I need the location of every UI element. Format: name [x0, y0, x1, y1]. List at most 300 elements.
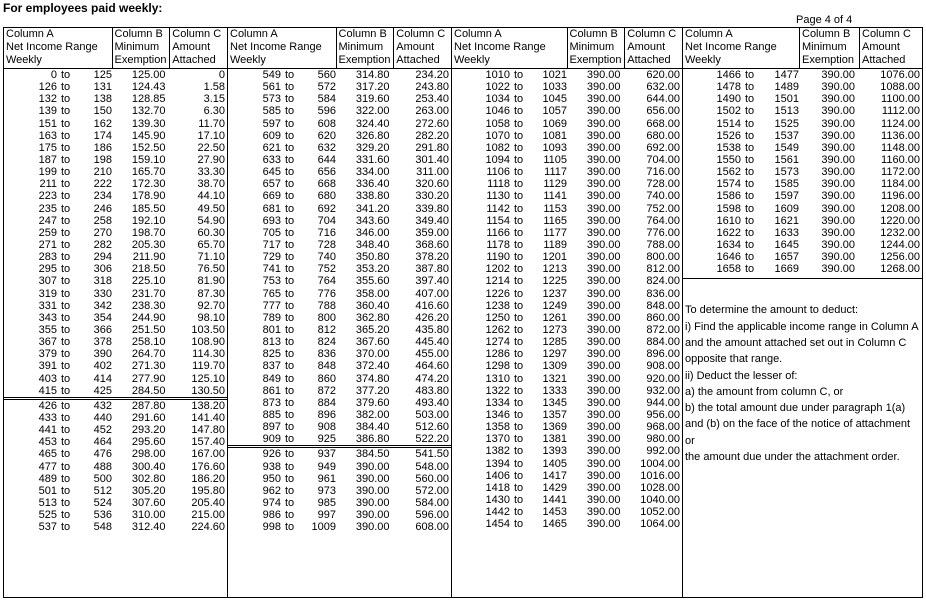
minimum-exemption-cell: 390.00	[586, 263, 621, 276]
range-to: 1381	[542, 433, 567, 446]
range-separator: to	[61, 117, 71, 130]
range-cell	[4, 251, 112, 263]
range-to: 1477	[774, 69, 799, 81]
minimum-exemption-cell: 390.00	[586, 117, 621, 130]
range-to: 246	[93, 202, 112, 215]
table-row	[228, 288, 451, 300]
range-cell	[228, 166, 336, 178]
range-separator: to	[745, 105, 755, 118]
amount-attached-cell: 108.90	[191, 336, 225, 349]
range-cell	[452, 251, 567, 263]
minimum-exemption-cell: 390.00	[586, 457, 621, 470]
amount-attached-cell: 54.90	[197, 214, 225, 227]
table-row	[452, 93, 682, 105]
table-row	[4, 348, 227, 360]
range-to: 512	[93, 484, 112, 497]
range-cell	[452, 227, 567, 239]
range-separator: to	[285, 69, 295, 81]
minimum-exemption-cell: 390.00	[586, 178, 621, 191]
amount-attached-cell: 359.00	[415, 226, 449, 239]
range-to: 764	[317, 275, 336, 288]
range-to: 1081	[542, 129, 567, 142]
range-from: 1502	[716, 105, 741, 118]
range-to: 692	[317, 202, 336, 215]
minimum-exemption-cell: 251.50	[131, 323, 166, 336]
range-from: 367	[38, 336, 57, 349]
range-to: 1441	[542, 493, 567, 506]
range-separator: to	[285, 299, 295, 312]
minimum-exemption-cell: 390.00	[586, 81, 621, 94]
minimum-exemption-cell: 124.43	[131, 81, 166, 94]
table-row	[4, 81, 227, 93]
amount-attached-cell: 176.60	[191, 460, 225, 473]
table-row	[452, 421, 682, 433]
amount-attached-cell: 944.00	[646, 396, 680, 409]
range-from: 549	[262, 69, 281, 81]
table-row	[452, 409, 682, 421]
range-from: 187	[38, 153, 57, 166]
range-from: 801	[262, 323, 281, 336]
range-to: 812	[317, 323, 336, 336]
minimum-exemption-cell: 390.00	[586, 251, 621, 264]
range-separator: to	[61, 141, 71, 154]
range-cell	[228, 288, 336, 300]
amount-attached-cell: 445.40	[415, 336, 449, 349]
minimum-exemption-cell: 390.00	[586, 129, 621, 142]
range-from: 1082	[485, 141, 510, 154]
range-cell	[683, 105, 799, 117]
table-row	[4, 203, 227, 215]
amount-attached-cell: 1172.00	[881, 166, 920, 179]
range-cell	[4, 497, 112, 509]
range-cell	[4, 336, 112, 348]
table-row	[683, 215, 922, 227]
range-separator: to	[285, 141, 295, 154]
instruction-line: i) Find the applicable income range in Column A	[685, 320, 919, 333]
range-to: 925	[317, 433, 336, 446]
header-line: Weekly	[454, 54, 490, 66]
minimum-exemption-cell: 390.00	[586, 445, 621, 458]
amount-attached-cell: 980.00	[646, 433, 680, 446]
table-row	[4, 497, 227, 509]
range-from: 1370	[485, 433, 510, 446]
column-c-header	[859, 28, 922, 68]
table-row	[452, 178, 682, 190]
range-from: 433	[38, 411, 57, 424]
range-to: 536	[93, 509, 112, 522]
range-separator: to	[285, 105, 295, 118]
range-from: 1586	[716, 190, 741, 203]
amount-attached-cell: 512.60	[415, 421, 449, 434]
table-row	[228, 521, 451, 533]
header-line: Amount	[172, 41, 211, 53]
range-from: 938	[262, 460, 281, 473]
range-to: 704	[317, 214, 336, 227]
range-cell	[452, 105, 567, 117]
table-row	[4, 461, 227, 473]
table-row	[4, 166, 227, 178]
table-row	[683, 190, 922, 202]
amount-attached-cell: 812.00	[646, 263, 680, 276]
range-from: 597	[262, 117, 281, 130]
range-cell	[452, 239, 567, 251]
minimum-exemption-cell: 372.40	[355, 360, 390, 373]
minimum-exemption-cell: 367.60	[355, 336, 390, 349]
range-from: 609	[262, 129, 281, 142]
minimum-exemption-cell: 125.00	[131, 69, 166, 81]
range-separator: to	[61, 484, 71, 497]
range-to: 500	[93, 472, 112, 485]
table-row	[4, 485, 227, 497]
table-panel-4	[683, 28, 922, 597]
table-row	[228, 130, 451, 142]
minimum-exemption-cell: 379.60	[355, 396, 390, 409]
range-separator: to	[514, 372, 524, 385]
table-row	[452, 494, 682, 506]
range-cell	[4, 436, 112, 448]
range-cell	[228, 397, 336, 409]
range-to: 1537	[774, 129, 799, 142]
range-separator: to	[61, 251, 71, 264]
range-from: 1142	[486, 202, 510, 215]
range-from: 1526	[716, 129, 741, 142]
range-separator: to	[61, 384, 71, 397]
table-row	[228, 473, 451, 485]
minimum-exemption-cell: 390.00	[821, 69, 855, 81]
range-from: 741	[262, 263, 281, 276]
range-separator: to	[285, 396, 295, 409]
minimum-exemption-cell: 128.85	[131, 93, 166, 106]
range-from: 1430	[485, 493, 510, 506]
range-from: 1058	[485, 117, 510, 130]
range-to: 210	[93, 166, 112, 179]
amount-attached-cell: 596.00	[415, 509, 449, 522]
range-cell	[228, 93, 336, 105]
amount-attached-cell: 522.20	[415, 433, 449, 446]
table-row	[4, 93, 227, 105]
table-row	[683, 227, 922, 239]
range-to: 1501	[774, 93, 799, 106]
column-header-row	[4, 28, 227, 69]
amount-attached-cell: 1112.00	[881, 105, 920, 118]
range-to: 1201	[542, 251, 567, 264]
range-cell	[228, 227, 336, 239]
range-to: 1645	[774, 238, 799, 251]
amount-attached-cell: 884.00	[646, 336, 680, 349]
range-separator: to	[61, 348, 71, 361]
range-separator: to	[514, 433, 524, 446]
minimum-exemption-cell: 277.90	[131, 372, 166, 385]
table-row	[228, 142, 451, 154]
range-from: 825	[262, 348, 281, 361]
range-separator: to	[285, 202, 295, 215]
table-row	[228, 190, 451, 202]
range-from: 1034	[485, 93, 510, 106]
amount-attached-cell: 1196.00	[881, 190, 920, 203]
range-from: 426	[38, 399, 57, 412]
range-from: 223	[38, 190, 57, 203]
range-cell	[228, 324, 336, 336]
range-cell	[452, 433, 567, 445]
table-row	[4, 400, 227, 412]
range-cell	[452, 275, 567, 287]
amount-attached-cell: 416.60	[415, 299, 449, 312]
minimum-exemption-cell: 293.20	[131, 424, 166, 437]
amount-attached-cell: 368.60	[415, 238, 449, 251]
range-to: 1417	[542, 469, 567, 482]
minimum-exemption-cell: 353.20	[355, 263, 390, 276]
table-row	[228, 239, 451, 251]
amount-attached-cell: 65.70	[197, 238, 225, 251]
range-separator: to	[61, 399, 71, 412]
range-to: 1513	[774, 105, 799, 118]
minimum-exemption-cell: 145.90	[131, 129, 166, 142]
range-cell	[683, 130, 799, 142]
range-separator: to	[514, 178, 524, 191]
amount-attached-cell: 1220.00	[880, 214, 920, 227]
table-row	[4, 227, 227, 239]
amount-attached-cell: 728.00	[646, 178, 680, 191]
range-separator: to	[514, 251, 524, 264]
minimum-exemption-cell: 390.00	[586, 408, 621, 421]
amount-attached-cell: 1004.00	[640, 457, 680, 470]
range-separator: to	[61, 166, 71, 179]
table-row	[4, 118, 227, 130]
table-row	[228, 485, 451, 497]
table-row	[452, 263, 682, 275]
amount-attached-cell: 584.00	[415, 496, 449, 509]
range-from: 211	[39, 178, 57, 191]
amount-attached-cell: 92.70	[197, 299, 225, 312]
amount-attached-cell: 920.00	[646, 372, 680, 385]
minimum-exemption-cell: 343.60	[355, 214, 390, 227]
range-to: 432	[93, 399, 112, 412]
range-from: 573	[262, 93, 281, 106]
range-to: 1357	[542, 408, 567, 421]
table-row	[452, 360, 682, 372]
table-row	[228, 178, 451, 190]
range-cell	[228, 409, 336, 421]
range-cell	[683, 142, 799, 154]
range-separator: to	[61, 93, 71, 106]
amount-attached-cell: 1028.00	[640, 481, 680, 494]
minimum-exemption-cell: 172.30	[131, 178, 166, 191]
amount-attached-cell: 6.30	[203, 105, 225, 118]
amount-attached-cell: 1088.00	[880, 81, 920, 94]
range-to: 1105	[543, 153, 567, 166]
range-from: 1118	[487, 178, 510, 191]
range-to: 572	[317, 81, 336, 94]
range-separator: to	[514, 493, 524, 506]
minimum-exemption-cell: 382.00	[355, 408, 390, 421]
range-from: 319	[38, 287, 57, 300]
amount-attached-cell: 992.00	[646, 445, 680, 458]
amount-attached-cell: 119.70	[192, 360, 225, 373]
range-cell	[228, 360, 336, 372]
table-row	[4, 288, 227, 300]
range-from: 307	[38, 275, 57, 288]
header-line: Attached	[396, 54, 440, 66]
table-row	[452, 118, 682, 130]
range-to: 1609	[774, 202, 799, 215]
table-row	[452, 81, 682, 93]
range-cell	[683, 251, 799, 263]
range-separator: to	[745, 238, 755, 251]
range-separator: to	[514, 226, 524, 239]
range-cell	[683, 239, 799, 251]
range-from: 1610	[716, 214, 741, 227]
table-row	[683, 69, 922, 81]
range-cell	[4, 521, 112, 533]
range-from: 525	[38, 509, 57, 522]
range-separator: to	[61, 238, 71, 251]
amount-attached-cell: 186.20	[191, 472, 225, 485]
range-to: 1393	[542, 445, 567, 458]
table-row	[228, 409, 451, 421]
range-cell	[683, 154, 799, 166]
amount-attached-cell: 76.50	[197, 263, 225, 276]
table-row	[228, 497, 451, 509]
range-from: 1214	[485, 275, 510, 288]
minimum-exemption-cell: 390.00	[586, 372, 621, 385]
range-separator: to	[61, 496, 71, 509]
amount-attached-cell: 1064.00	[640, 518, 680, 531]
amount-attached-cell: 311.00	[416, 166, 449, 179]
minimum-exemption-cell: 326.80	[355, 129, 390, 142]
header-line: Column B	[114, 28, 163, 40]
range-to: 402	[93, 360, 112, 373]
range-separator: to	[745, 263, 755, 276]
range-cell	[683, 81, 799, 93]
range-to: 848	[317, 360, 336, 373]
range-separator: to	[61, 299, 71, 312]
range-cell	[4, 239, 112, 251]
amount-attached-cell: 764.00	[646, 214, 680, 227]
range-cell	[452, 409, 567, 421]
range-separator: to	[745, 251, 755, 264]
minimum-exemption-cell: 329.20	[355, 141, 390, 154]
amount-attached-cell: 860.00	[646, 311, 680, 324]
minimum-exemption-cell: 331.60	[355, 153, 390, 166]
table-row	[4, 239, 227, 251]
range-to: 1285	[542, 336, 567, 349]
table-row	[452, 251, 682, 263]
table-row	[452, 458, 682, 470]
header-line: Column A	[6, 28, 54, 40]
minimum-exemption-cell: 390.00	[586, 202, 621, 215]
amount-attached-cell: 167.00	[191, 448, 225, 461]
range-cell	[228, 312, 336, 324]
table-row	[452, 324, 682, 336]
range-from: 489	[38, 472, 57, 485]
range-to: 584	[317, 93, 336, 106]
column-b-header	[567, 28, 625, 68]
amount-attached-cell: 1076.00	[880, 69, 920, 81]
instruction-line: a) the amount from column C, or	[685, 385, 844, 398]
range-cell	[228, 300, 336, 312]
minimum-exemption-cell: 185.50	[131, 202, 166, 215]
range-from: 1286	[485, 348, 510, 361]
range-to: 464	[93, 436, 112, 449]
amount-attached-cell: 560.00	[415, 472, 449, 485]
table-row	[228, 203, 451, 215]
range-to: 1153	[543, 202, 567, 215]
minimum-exemption-cell: 336.40	[355, 178, 390, 191]
range-to: 836	[317, 348, 336, 361]
header-line: Column A	[454, 28, 502, 40]
range-to: 1069	[542, 117, 567, 130]
range-from: 669	[262, 190, 281, 203]
amount-attached-cell: 776.00	[646, 226, 680, 239]
range-from: 537	[38, 521, 57, 534]
range-from: 1250	[485, 311, 510, 324]
amount-attached-cell: 330.20	[415, 190, 449, 203]
range-to: 1165	[543, 214, 567, 227]
amount-attached-cell: 60.30	[197, 226, 225, 239]
range-separator: to	[514, 481, 524, 494]
range-from: 1538	[716, 141, 741, 154]
range-from: 271	[38, 238, 57, 251]
amount-attached-cell: 572.00	[415, 484, 449, 497]
range-separator: to	[285, 178, 295, 191]
instruction-line: ii) Deduct the lesser of:	[685, 369, 798, 382]
table-row	[452, 190, 682, 202]
range-separator: to	[285, 472, 295, 485]
range-separator: to	[514, 384, 524, 397]
range-from: 1274	[485, 336, 510, 349]
range-cell	[452, 190, 567, 202]
range-cell	[4, 178, 112, 190]
range-cell	[228, 433, 336, 445]
range-to: 452	[93, 424, 112, 437]
range-from: 1262	[485, 323, 510, 336]
minimum-exemption-cell: 390.00	[586, 226, 621, 239]
table-row	[452, 482, 682, 494]
range-separator: to	[285, 81, 295, 94]
range-cell	[228, 521, 336, 533]
range-from: 1310	[485, 372, 510, 385]
table-row	[4, 130, 227, 142]
range-from: 1418	[485, 481, 510, 494]
table-row	[452, 203, 682, 215]
amount-attached-cell: 272.60	[415, 117, 449, 130]
header-line: Net Income Range	[685, 41, 777, 53]
range-to: 162	[93, 117, 112, 130]
range-cell	[452, 312, 567, 324]
range-to: 270	[93, 226, 112, 239]
table-row	[228, 251, 451, 263]
range-to: 378	[93, 336, 112, 349]
range-cell	[683, 118, 799, 130]
header-line: Exemption	[114, 54, 167, 66]
range-to: 1405	[542, 457, 567, 470]
table-panel-2	[228, 28, 452, 597]
range-from: 693	[262, 214, 281, 227]
table-row	[683, 81, 922, 93]
range-cell	[4, 215, 112, 227]
amount-attached-cell: 1184.00	[881, 178, 920, 191]
range-cell	[228, 81, 336, 93]
range-to: 366	[93, 323, 112, 336]
range-separator: to	[514, 506, 524, 519]
amount-attached-cell: 3.15	[203, 93, 225, 106]
minimum-exemption-cell: 384.40	[355, 421, 390, 434]
minimum-exemption-cell: 310.00	[131, 509, 166, 522]
minimum-exemption-cell: 390.00	[586, 238, 621, 251]
range-cell	[4, 275, 112, 287]
minimum-exemption-cell: 291.60	[131, 411, 166, 424]
range-cell	[228, 448, 336, 460]
